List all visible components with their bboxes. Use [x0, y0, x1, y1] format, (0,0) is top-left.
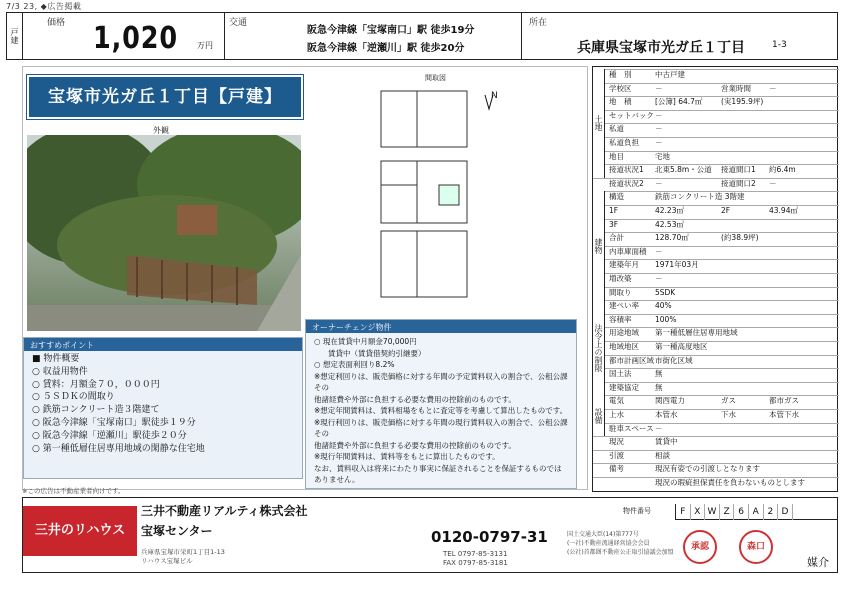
traffic-label: 交通 — [229, 18, 248, 28]
fax-line: FAX 0797-85-3181 — [443, 559, 508, 567]
owner-line: ※現行年間賃料は、賃料等をもとに算出したものです。 — [314, 452, 500, 461]
spec-key: 建ぺい率 — [609, 301, 639, 311]
spec-section-label: 法令上の制限 — [593, 300, 605, 395]
spec-value: 本管水 — [655, 410, 678, 419]
spec-row — [593, 463, 839, 477]
compass-icon: N — [491, 91, 498, 101]
spec-key: 私道 — [609, 124, 624, 134]
spec-key: 接道状況2 — [609, 178, 644, 188]
spec-key: 3F — [609, 219, 619, 229]
spec-key2: ガス — [721, 396, 736, 406]
recommend-item: ○ 鉄筋コンクリート造３階建て — [32, 404, 294, 417]
spec-row — [593, 137, 839, 151]
spec-row — [593, 205, 839, 219]
spec-value: 無 — [655, 382, 663, 392]
spec-table — [592, 66, 838, 492]
spec-key: 備考 — [609, 464, 624, 474]
spec-value: － — [655, 138, 663, 147]
address-number: 1-3 — [772, 40, 787, 50]
spec-key: 駐車スペース — [609, 423, 654, 433]
spec-value: 1971年03月 — [655, 260, 699, 270]
spec-value: [公簿] 64.7㎡ — [655, 97, 703, 107]
spec-row — [593, 382, 839, 396]
owner-line: 他諸経費や外部に負担する必要な費用の控除前のものです。 — [314, 394, 516, 404]
spec-value2: 都市ガス — [769, 396, 799, 406]
code-char: Z — [720, 504, 735, 520]
staff-stamp: 森口 — [739, 530, 773, 564]
price-label: 価格 — [47, 18, 66, 28]
header-box — [6, 12, 838, 60]
spec-value: 中古戸建 — [655, 70, 685, 79]
owner-change-box — [305, 319, 577, 489]
spec-row — [593, 450, 839, 464]
spec-section-label: 建物 — [593, 191, 605, 300]
address: 兵庫県宝塚市光ガ丘１丁目 — [577, 40, 745, 56]
price: 1,020 — [93, 21, 178, 56]
spec-key: 上水 — [609, 410, 624, 419]
traffic-cell — [7, 13, 522, 59]
spec-value: 100% — [655, 314, 677, 324]
branch-address — [141, 548, 225, 566]
spec-value: － — [655, 178, 663, 188]
license-line: (公社)首都圏不動産公正取引協議会加盟 — [567, 549, 674, 556]
owner-line: ※現行利回りは、販売価格に対する年間の現行賃料収入の割合で、公租公課その — [314, 417, 568, 438]
property-title: 宝塚市光ガ丘１丁目【戸建】 — [27, 75, 303, 119]
spec-key: 1F — [609, 206, 619, 215]
spec-row — [593, 83, 839, 97]
spec-value: 関西電力 — [655, 396, 685, 406]
price-unit: 万円 — [197, 41, 213, 50]
spec-row — [593, 191, 839, 205]
spec-key: 学校区 — [609, 83, 632, 93]
owner-line: ※想定利回りは、販売価格に対する年間の予定賃料収入の割合で、公租公課その — [314, 371, 568, 392]
spec-value: － — [655, 83, 663, 93]
transaction-type: 媒介 — [807, 556, 829, 569]
spec-row — [593, 232, 839, 246]
spec-row — [593, 69, 839, 83]
spec-value: 42.53㎡ — [655, 219, 684, 229]
floorplan — [307, 81, 503, 305]
spec-value: 賃貸中 — [655, 437, 678, 447]
spec-key: 都市計画区域 — [609, 355, 654, 365]
address-label: 所在 — [529, 18, 548, 28]
top-note: 7/3 23, ◆広告掲載 — [6, 2, 82, 11]
license-info — [567, 530, 674, 557]
spec-row — [593, 423, 839, 437]
spec-row — [593, 395, 839, 409]
spec-key: 引渡 — [609, 450, 624, 460]
spec-value: 北東5.8m・公道 — [655, 165, 712, 175]
code-char: A — [749, 504, 764, 520]
spec-value: 無 — [655, 369, 663, 379]
spec-value2: － — [769, 178, 777, 188]
photo-label: 外観 — [153, 126, 169, 135]
code-char: D — [778, 504, 793, 520]
footer — [22, 497, 838, 573]
spec-key: 構造 — [609, 192, 624, 202]
recommend-item: ○ 賃料：月額金７０，０００円 — [32, 379, 294, 392]
spec-row — [593, 123, 839, 137]
spec-key: 地 積 — [609, 97, 632, 107]
spec-key: 建築協定 — [609, 382, 639, 392]
spec-row — [593, 164, 839, 178]
spec-key: 用途地域 — [609, 328, 639, 338]
spec-row — [593, 287, 839, 301]
property-code — [675, 504, 837, 520]
spec-key: 内車庫面積 — [609, 246, 647, 256]
spec-key: 増改築 — [609, 274, 632, 283]
spec-row — [593, 355, 839, 369]
spec-value: 現況有姿での引渡しとなります — [655, 464, 760, 474]
recommend-item: ○ 第一種低層住居専用地域の閑静な住宅地 — [32, 443, 294, 456]
tel-fax — [443, 550, 508, 568]
tel-number: 0120-0797-31 — [431, 528, 548, 546]
spec-row — [593, 219, 839, 233]
spec-value: － — [655, 423, 663, 433]
owner-line: ○ 現在賃貸中月額金70,000円 — [314, 337, 417, 346]
spec-row — [593, 341, 839, 355]
spec-section-label: 土地 — [593, 69, 605, 178]
spec-value: － — [655, 124, 663, 134]
spec-row — [593, 96, 839, 110]
spec-value: 第一種低層住居専用地域 — [655, 328, 738, 338]
license-line: (一社)不動産流通経営協会会員 — [567, 540, 650, 547]
spec-value: － — [655, 246, 663, 256]
spec-key2: (実195.9坪) — [721, 97, 764, 107]
recommend-box — [23, 337, 303, 479]
spec-value2: 43.94㎡ — [769, 206, 798, 215]
spec-key2: 2F — [721, 206, 731, 215]
spec-key: 国土法 — [609, 369, 632, 379]
spec-section-label: 設備 — [593, 395, 605, 436]
code-char: 6 — [734, 504, 749, 520]
spec-row — [593, 110, 839, 124]
spec-value: 第一種高度地区 — [655, 342, 708, 351]
spec-key: 種 別 — [609, 70, 632, 79]
spec-key2: 接道間口2 — [721, 178, 756, 188]
spec-value: － — [655, 274, 663, 283]
spec-key2: 営業時間 — [721, 83, 751, 93]
approval-stamp: 承認 — [683, 530, 717, 564]
tel-line: TEL 0797-85-3131 — [443, 550, 508, 558]
recommend-item: ○ 収益用物件 — [32, 366, 294, 379]
owner-header: オーナーチェンジ物件 — [306, 320, 576, 333]
recommend-item: ○ 阪急今津線「逆瀬川」駅徒歩２０分 — [32, 430, 294, 443]
owner-line: ※想定年間賃料は、賃料相場をもとに査定等を考慮して算出したものです。 — [314, 406, 568, 415]
spec-row — [593, 178, 839, 192]
code-char: W — [705, 504, 720, 520]
spec-value2: 約6.4m — [769, 165, 796, 175]
branch-name: 宝塚センター — [141, 524, 213, 538]
spec-row — [593, 259, 839, 273]
spec-key: 合計 — [609, 233, 624, 243]
recommend-item: ■ 物件概要 — [32, 353, 294, 366]
spec-value: 相談 — [655, 450, 670, 460]
recommend-item: ○ ５ＳＤＫの間取り — [32, 391, 294, 404]
spec-key: セットバック — [609, 110, 654, 120]
spec-row — [593, 368, 839, 382]
owner-line: なお、賃料収入は将来にわたり事実に保証されることを保証するものではありません。 — [314, 463, 562, 484]
traffic-line-1: 阪急今津線「宝塚南口」駅 徒歩19分 — [307, 25, 475, 36]
code-char: F — [676, 504, 691, 520]
spec-key: 地目 — [609, 151, 624, 161]
spec-value: 40% — [655, 301, 672, 311]
spec-value: 市街化区域 — [655, 355, 693, 365]
spec-key: 間取り — [609, 287, 632, 297]
spec-value2: 本管下水 — [769, 410, 799, 419]
branch-address-line: リハウス宝塚ビル — [141, 557, 193, 565]
owner-line: 賃貸中（賃貸借契約引継要） — [328, 348, 426, 358]
owner-line: ○ 想定表面利回り8.2% — [314, 360, 395, 369]
owner-line: 他諸経費や外部に負担する必要な費用の控除前のものです。 — [314, 440, 516, 450]
company-logo: 三井のリハウス — [23, 506, 137, 556]
spec-value: － — [655, 110, 663, 120]
exterior-photo — [27, 135, 301, 331]
kind-label: 戸建 — [7, 13, 23, 59]
spec-key2: (約38.9坪) — [721, 233, 759, 243]
spec-row — [593, 246, 839, 260]
spec-row — [593, 273, 839, 287]
spec-row — [593, 436, 839, 450]
spec-row — [593, 327, 839, 341]
floorplan-label: 間取図 — [425, 74, 446, 82]
company-name: 三井不動産リアルティ株式会社 — [141, 504, 308, 518]
spec-key: 容積率 — [609, 314, 632, 324]
spec-value2: － — [769, 83, 777, 93]
spec-key: 現況 — [609, 437, 624, 447]
spec-value: 現況の瑕疵担保責任を負わないものとします — [655, 478, 805, 487]
footnote: ※この広告は不動産業者向けです。 — [22, 487, 125, 495]
spec-row — [593, 314, 839, 328]
code-char: X — [691, 504, 706, 520]
code-label: 物件番号 — [623, 507, 651, 515]
main-panel — [22, 66, 588, 490]
spec-value: 42.23㎡ — [655, 206, 684, 215]
spec-key: 地域地区 — [609, 342, 639, 351]
spec-row — [593, 151, 839, 165]
spec-row — [593, 477, 839, 491]
spec-value: 128.70㎡ — [655, 233, 689, 243]
code-char: 2 — [764, 504, 779, 520]
spec-key: 接道状況1 — [609, 165, 644, 175]
spec-key: 建築年月 — [609, 260, 639, 270]
spec-row — [593, 409, 839, 423]
spec-row — [593, 300, 839, 314]
spec-value: 鉄筋コンクリート造 3階建 — [655, 192, 745, 202]
spec-value: 宅地 — [655, 151, 670, 161]
license-line: 国土交通大臣(14)第777号 — [567, 531, 639, 538]
recommend-item: ○ 阪急今津線「宝塚南口」駅徒歩１９分 — [32, 417, 294, 430]
spec-value: 5SDK — [655, 287, 676, 297]
recommend-header: おすすめポイント — [24, 338, 302, 351]
spec-key2: 下水 — [721, 410, 736, 419]
branch-address-line: 兵庫県宝塚市栄町1丁目1-13 — [141, 548, 225, 556]
spec-key2: 接道間口1 — [721, 165, 756, 175]
traffic-line-2: 阪急今津線「逆瀬川」駅 徒歩20分 — [307, 43, 465, 54]
spec-key: 私道負担 — [609, 138, 639, 147]
spec-key: 電気 — [609, 396, 624, 406]
